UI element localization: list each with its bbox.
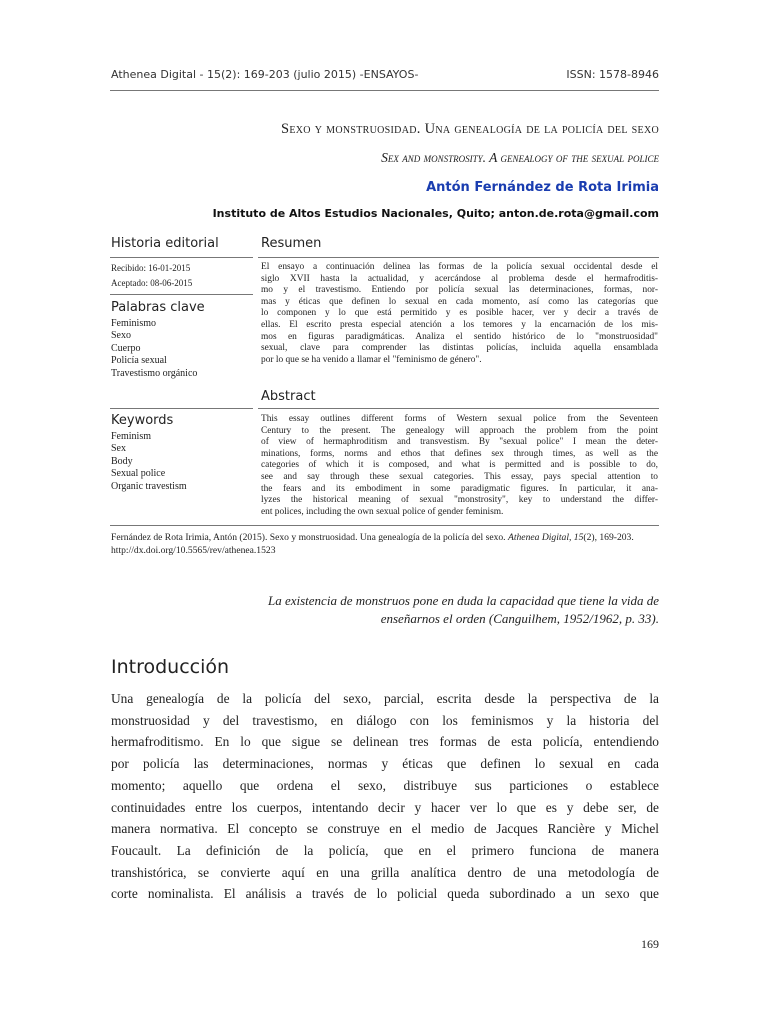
article-citation bbox=[111, 532, 659, 557]
resumen-line: por lo que se ha venido a llamar el "feminismo de género". bbox=[261, 354, 482, 365]
resumen-line: mas y éticas que definen lo sexual en cada momento, así como las categorías que bbox=[261, 296, 658, 307]
history-bottom-rule bbox=[110, 294, 253, 295]
journal-reference: Athenea Digital - 15(2): 169-203 (julio 2015) -ENSAYOS- bbox=[111, 68, 419, 81]
title-spanish: Sexo y monstruosidad. Una genealogía de la policía del sexo bbox=[280, 121, 659, 137]
body-line: momento; aquello que ordena el sexo, distribuye sus particiones o establece bbox=[111, 777, 659, 793]
epigraph-line: enseñarnos el orden (Canguilhem, 1952/1962, p. 33). bbox=[380, 611, 659, 626]
citation-rule bbox=[110, 525, 659, 526]
keyword-en: Feminism bbox=[111, 431, 152, 442]
accepted-date: Aceptado: 08-06-2015 bbox=[111, 278, 193, 288]
keyword-en: Sexual police bbox=[111, 468, 166, 480]
resumen-rule bbox=[258, 257, 659, 258]
introduction-body bbox=[111, 688, 659, 905]
received-date: Recibido: 16-01-2015 bbox=[111, 263, 191, 273]
body-line: continuidades entre los cuerpos, intentando decir y hacer ver lo que es y debe ser, de bbox=[111, 799, 659, 815]
keyword-es: Policía sexual bbox=[111, 355, 167, 367]
keyword-es: Cuerpo bbox=[111, 342, 141, 354]
author-affiliation: Instituto de Altos Estudios Nacionales, Quito; anton.de.rota@gmail.com bbox=[212, 207, 659, 220]
introduction-heading: Introducción bbox=[111, 656, 230, 678]
keyword-es: Sexo bbox=[111, 330, 131, 342]
keywords-en-heading: Keywords bbox=[111, 413, 174, 428]
abstract-line: ent polices, including the own sexual police of gender feminism. bbox=[261, 506, 504, 517]
epigraph bbox=[189, 592, 659, 628]
resumen-line: sexual, clave para comprender las distintas policías, incluida aquella ensamblada bbox=[261, 343, 658, 354]
keyword-es: Feminismo bbox=[111, 318, 157, 329]
abstract-line: This essay outlines different forms of Western sexual police from the Seventeen bbox=[261, 414, 658, 424]
keyword-en: Sex bbox=[111, 443, 126, 455]
resumen-line: siglo XVII hasta la actualidad, y acercándose al problema desde el hermafroditis- bbox=[261, 273, 658, 284]
page-number: 169 bbox=[641, 937, 659, 951]
keywords-es-heading: Palabras clave bbox=[111, 300, 205, 315]
citation-text: Fernández de Rota Irimia, Antón (2015). Sexo y monstruosidad. Una genealogía de la policía del sexo. bbox=[111, 532, 508, 543]
issn: ISSN: 1578-8946 bbox=[566, 68, 659, 81]
title-english: Sex and monstrosity. A genealogy of the sexual police bbox=[381, 150, 659, 165]
keywords-en-list bbox=[111, 431, 187, 493]
resumen-line: El ensayo a continuación delinea las formas de la policía sexual occidental desde el bbox=[261, 262, 658, 272]
abstract-line: categories of which it is composed, and what is permitted and is possible to do, bbox=[261, 460, 658, 471]
body-line: transhistórica, se convierte aquí en una grilla analítica dentro de una metodología de bbox=[111, 864, 659, 880]
body-line: monstruosidad y del travestismo, en diálogo con los feminismos y la historia del bbox=[111, 712, 659, 728]
header-rule bbox=[110, 90, 659, 91]
abstract-text bbox=[261, 414, 658, 518]
citation-journal: Athenea Digital, 15 bbox=[507, 532, 584, 543]
keyword-es: Travestismo orgánico bbox=[111, 367, 198, 379]
abstract-line: Century to the present. The genealogy will approach the problem from the point bbox=[261, 425, 658, 436]
body-line: corte nominalista. El análisis a través de lo policial queda subordinado a un sexo que bbox=[111, 886, 659, 902]
author-name: Antón Fernández de Rota Irimia bbox=[426, 180, 659, 195]
resumen-line: mo y el travestismo. Entiendo por policía sexual las determinaciones, formas, nor- bbox=[261, 285, 658, 296]
resumen-line: lo componen y lo que está permitido y es posible hacer, ver y decir a través de bbox=[261, 308, 658, 319]
abstract-heading: Abstract bbox=[261, 389, 316, 404]
resumen-line: mos en figuras paradigmáticas. Analiza el sentido histórico de lo "monstruosidad" bbox=[261, 331, 658, 342]
resumen-line: ellas. El escrito presta especial atención a los temores y la encarnación de los mis- bbox=[261, 319, 658, 330]
body-line: por policía las determinaciones, normas y éticas que definen lo sexual en cada bbox=[111, 756, 659, 772]
keyword-en: Organic travestism bbox=[111, 480, 187, 492]
keyword-en: Body bbox=[111, 455, 133, 467]
epigraph-line: La existencia de monstruos pone en duda la capacidad que tiene la vida de bbox=[267, 593, 659, 608]
keywords-top-rule bbox=[110, 408, 253, 409]
abstract-rule bbox=[258, 408, 659, 409]
abstract-line: minations, forms, norms and ethos that defines sex through times, as well as the bbox=[261, 448, 658, 459]
abstract-line: the fears and its embodiment in some paradigmatic figures. In particular, it ana- bbox=[261, 483, 658, 494]
keywords-es-list bbox=[111, 318, 197, 380]
citation-doi: (2), 169-203. http://dx.doi.org/10.5565/rev/athenea.1523 bbox=[111, 532, 634, 556]
running-header bbox=[111, 68, 659, 81]
body-line: Una genealogía de la policía del sexo, parcial, escrita desde la perspectiva de la bbox=[111, 691, 659, 706]
abstract-line: lyzes the historical meaning of sexual "monstrosity", key to understand the differ- bbox=[261, 495, 658, 506]
body-line: Foucault. La definición de la policía, que en el primero funciona de manera bbox=[111, 842, 659, 858]
history-rule bbox=[110, 257, 253, 258]
abstract-line: of view of hermaphroditism and transvestism. By "sexual police" I mean the deter- bbox=[261, 437, 658, 448]
history-heading: Historia editorial bbox=[111, 236, 219, 251]
body-line: manera normativa. El concepto se construye en el medio de Jacques Rancière y Michel bbox=[111, 821, 659, 837]
resumen-heading: Resumen bbox=[261, 236, 322, 251]
body-line: hermafroditismo. En lo que sigue se delinean tres formas de esta policía, entendiendo bbox=[111, 734, 659, 750]
resumen-text bbox=[261, 262, 658, 366]
abstract-line: see and say through these sexual categories. This essay, pays special attention to bbox=[261, 471, 658, 482]
